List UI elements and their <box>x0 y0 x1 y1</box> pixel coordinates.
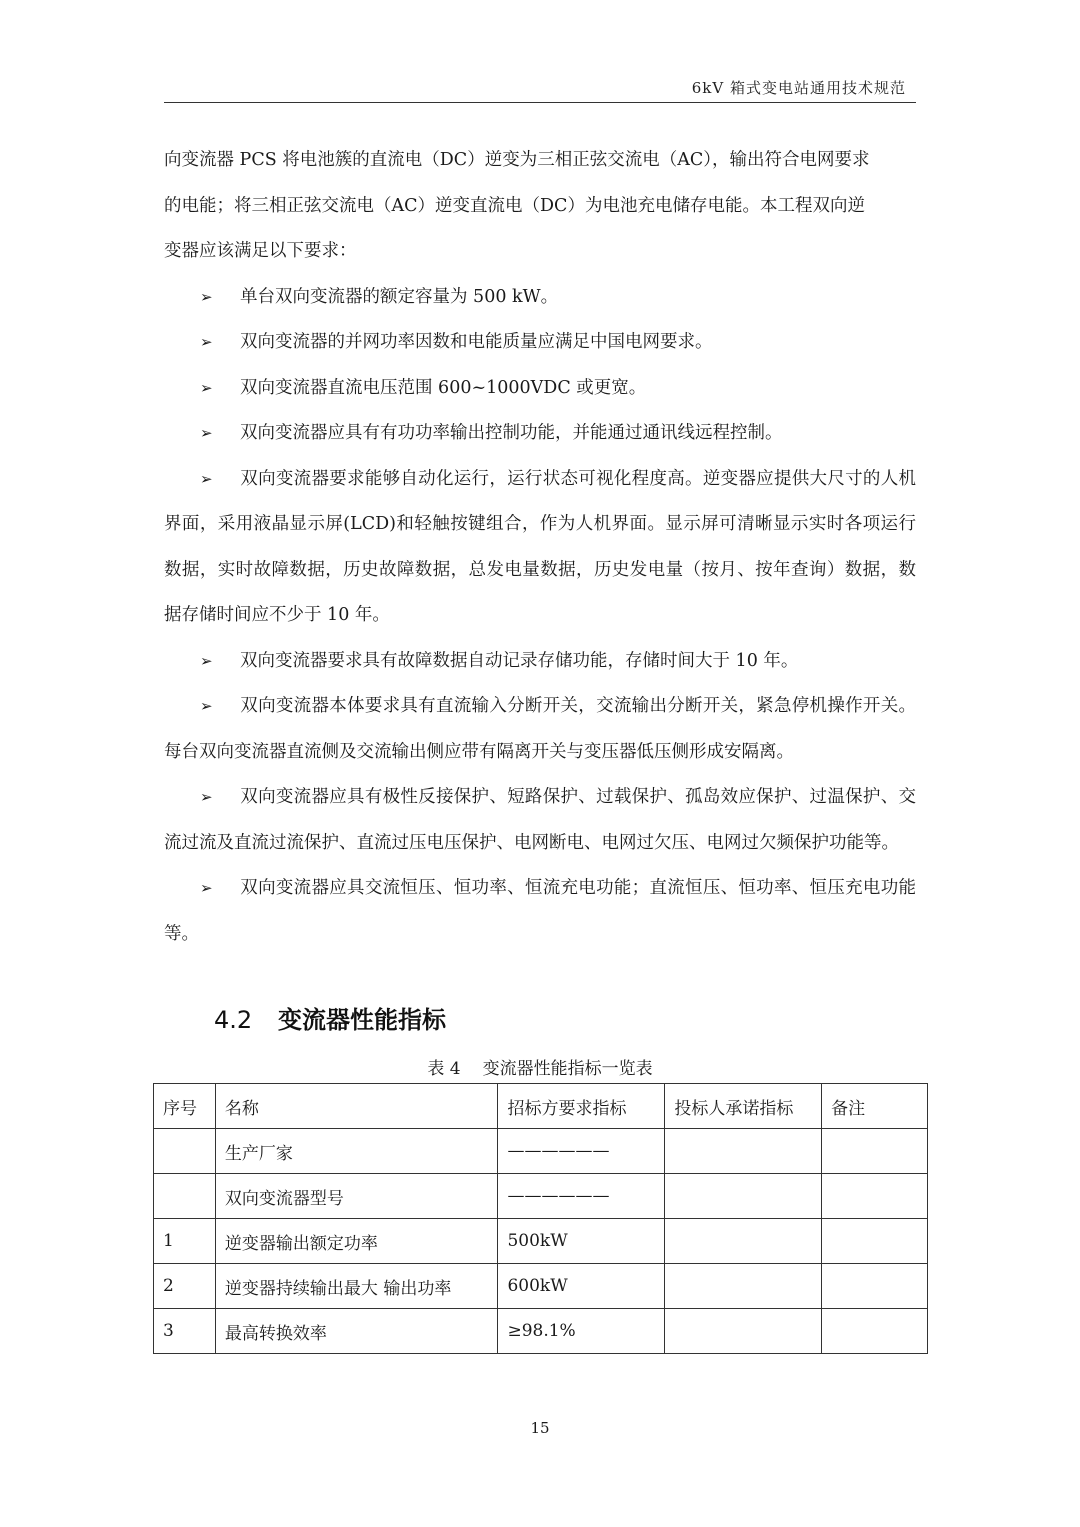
bullet-text: 双向变流器应具有有功功率输出控制功能，并能通过通讯线远程控制。 <box>240 423 783 443</box>
cell-bid <box>665 1174 822 1219</box>
bullet-item <box>164 457 916 639</box>
intro-line: 变器应该满足以下要求： <box>164 241 357 261</box>
bullet-item <box>164 684 916 775</box>
section-heading <box>214 1000 446 1035</box>
bullet-arrow-icon: ➢ <box>200 879 213 897</box>
cell-name: 双向变流器型号 <box>215 1174 498 1219</box>
header-cell-bid: 投标人承诺指标 <box>665 1084 822 1129</box>
table-row <box>154 1264 928 1309</box>
cell-bid <box>665 1264 822 1309</box>
cell-requirement: —————— <box>498 1129 665 1174</box>
bullet-item <box>164 639 916 685</box>
intro-line: 的电能；将三相正弦交流电（AC）逆变直流电（DC）为电池充电储存电能。本工程双向逆 <box>164 195 865 216</box>
cell-note <box>822 1264 928 1309</box>
cell-requirement: —————— <box>498 1174 665 1219</box>
bullet-item <box>164 366 916 412</box>
table-row <box>154 1129 928 1174</box>
cell-bid <box>665 1129 822 1174</box>
cell-note <box>822 1174 928 1219</box>
intro-line: 向变流器 PCS 将电池簇的直流电（DC）逆变为三相正弦交流电（AC），输出符合电网要求 <box>164 150 870 170</box>
header-cell-name: 名称 <box>215 1084 498 1129</box>
cell-index <box>154 1129 216 1174</box>
bullet-text: 双向变流器要求能够自动化运行，运行状态可视化程度高。逆变器应提供大尺寸的人机界面，采用液晶显示屏(LCD)和轻触按键组合，作为人机界面。显示屏可清晰显示实时各项运行数据，实时故障数据，历史故障数据，总发电量数据，历史发电量（按月、按年查询）数据，数据存储时间应不少于 10 年。 <box>164 468 916 625</box>
bullet-item <box>164 320 916 366</box>
bullet-item <box>164 411 916 457</box>
bullet-text: 双向变流器直流电压范围 600~1000VDC 或更宽。 <box>240 377 647 398</box>
bullet-text: 单台双向变流器的额定容量为 500 kW。 <box>240 286 559 307</box>
bullet-text: 双向变流器本体要求具有直流输入分断开关，交流输出分断开关，紧急停机操作开关。每台双向变流器直流侧及交流输出侧应带有隔离开关与变压器低压侧形成安隔离。 <box>164 696 916 762</box>
page-number: 15 <box>530 1419 550 1437</box>
cell-index: 3 <box>154 1309 216 1354</box>
cell-name: 逆变器输出额定功率 <box>215 1219 498 1264</box>
table-header-row <box>154 1084 928 1129</box>
cell-name: 逆变器持续输出最大 输出功率 <box>215 1264 498 1309</box>
cell-note <box>822 1309 928 1354</box>
table-caption-title: 变流器性能指标一览表 <box>482 1059 653 1079</box>
page-header <box>164 72 916 103</box>
table-caption-number: 表 4 <box>427 1059 461 1079</box>
bullet-arrow-icon: ➢ <box>200 287 213 306</box>
cell-name: 生产厂家 <box>215 1129 498 1174</box>
spec-table <box>153 1083 928 1354</box>
cell-note <box>822 1219 928 1264</box>
table-row <box>154 1219 928 1264</box>
cell-index <box>154 1174 216 1219</box>
intro-paragraph <box>164 138 916 275</box>
bullet-text: 双向变流器应具交流恒压、恒功率、恒流充电功能；直流恒压、恒功率、恒压充电功能等。 <box>164 878 916 944</box>
bullet-arrow-icon: ➢ <box>200 333 213 351</box>
header-title: 6kV 箱式变电站通用技术规范 <box>691 79 906 97</box>
header-cell-note: 备注 <box>822 1084 928 1129</box>
header-cell-index: 序号 <box>154 1084 216 1129</box>
body-text <box>164 138 916 957</box>
header-cell-requirement: 招标方要求指标 <box>498 1084 665 1129</box>
bullet-text: 双向变流器要求具有故障数据自动记录存储功能，存储时间大于 10 年。 <box>240 650 799 671</box>
bullet-text: 双向变流器的并网功率因数和电能质量应满足中国电网要求。 <box>240 332 713 352</box>
bullet-item <box>164 275 916 321</box>
table-caption <box>0 1054 1080 1079</box>
cell-requirement: 600kW <box>498 1264 665 1309</box>
cell-note <box>822 1129 928 1174</box>
bullet-arrow-icon: ➢ <box>200 424 213 442</box>
cell-bid <box>665 1309 822 1354</box>
table-row <box>154 1309 928 1354</box>
cell-bid <box>665 1219 822 1264</box>
bullet-arrow-icon: ➢ <box>200 469 213 488</box>
bullet-arrow-icon: ➢ <box>200 651 213 670</box>
cell-index: 1 <box>154 1219 216 1264</box>
cell-index: 2 <box>154 1264 216 1309</box>
bullet-item <box>164 866 916 957</box>
bullet-arrow-icon: ➢ <box>200 788 213 806</box>
cell-requirement: ≥98.1% <box>498 1309 665 1354</box>
bullet-item <box>164 775 916 866</box>
section-title-text: 变流器性能指标 <box>278 1006 446 1034</box>
table-row <box>154 1174 928 1219</box>
bullet-arrow-icon: ➢ <box>200 697 213 715</box>
bullet-text: 双向变流器应具有极性反接保护、短路保护、过载保护、孤岛效应保护、过温保护、交流过流及直流过流保护、直流过压电压保护、电网断电、电网过欠压、电网过欠频保护功能等。 <box>164 787 916 853</box>
bullet-arrow-icon: ➢ <box>200 378 213 397</box>
cell-requirement: 500kW <box>498 1219 665 1264</box>
section-number: 4.2 <box>214 1006 253 1034</box>
cell-name: 最高转换效率 <box>215 1309 498 1354</box>
